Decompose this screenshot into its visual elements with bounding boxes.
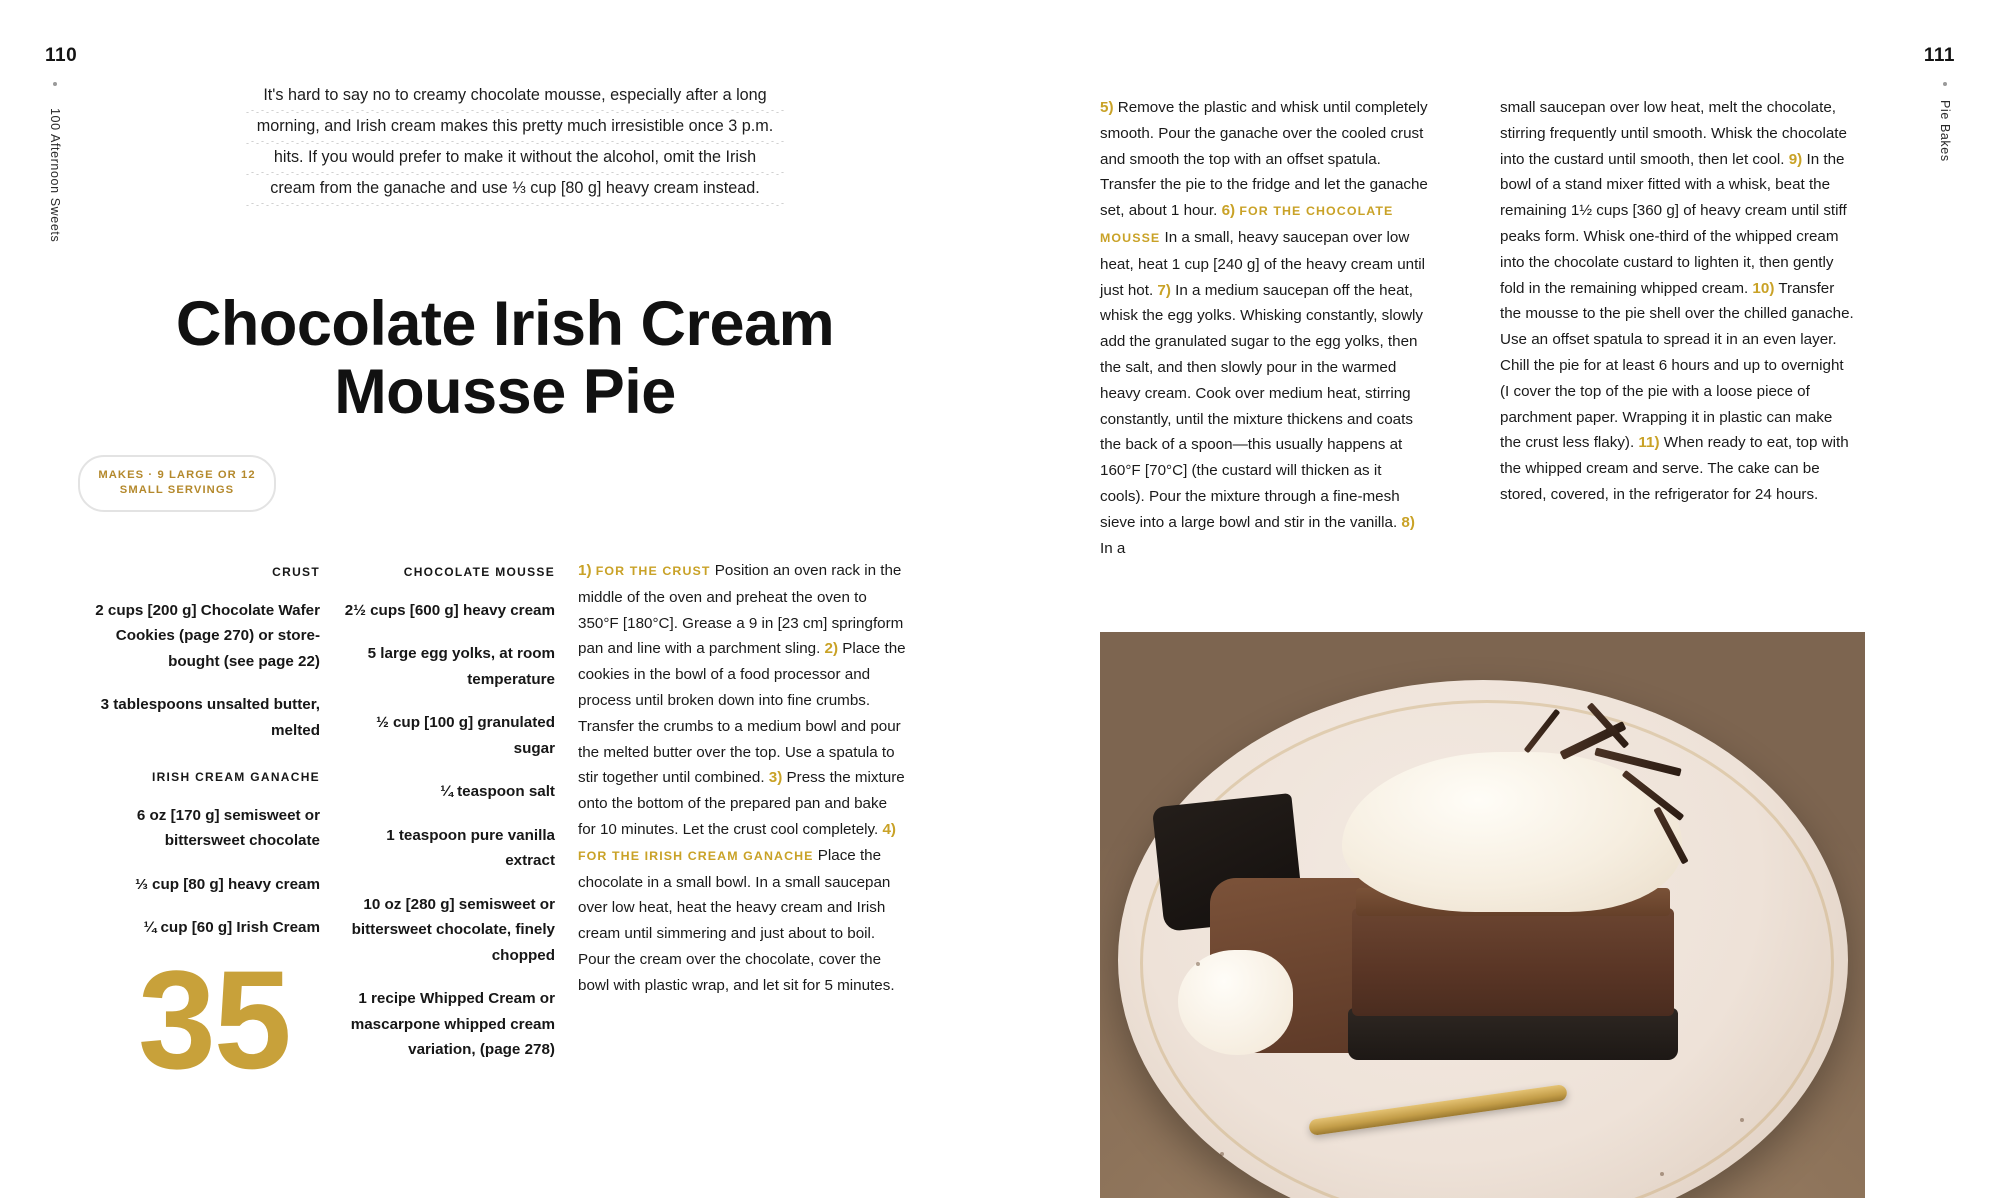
ingredient-item: 2½ cups [600 g] heavy cream	[344, 601, 555, 619]
step-number: 5)	[1100, 99, 1114, 116]
step-number: 11)	[1638, 434, 1660, 452]
ingredient-item: ⅓ cup [80 g] heavy cream	[135, 875, 320, 893]
running-head-left: 100 Afternoon Sweets	[48, 108, 62, 243]
step-number: 3)	[768, 769, 783, 787]
step-text: Position an oven rack in the middle of the oven and preheat the oven to 350°F [180°C]. Grease a 9 in [23 cm] springform pan and line with a parchment sling.	[578, 562, 904, 658]
yield-badge: MAKES · 9 LARGE OR 12 SMALL SERVINGS	[78, 455, 276, 512]
ingredient-item: 10 oz [280 g] semisweet or bittersweet chocolate, finely chopped	[351, 895, 555, 964]
ingredient-item: 1 recipe Whipped Cream or mascarpone whipped cream variation, (page 278)	[350, 990, 555, 1058]
page-number-right: 111	[1923, 45, 1955, 66]
ingredient-item: 6 oz [170 g] semisweet or bittersweet chocolate	[136, 806, 320, 849]
step-subheading: FOR THE IRISH CREAM GANACHE	[578, 848, 814, 863]
step-subheading: FOR THE CRUST	[595, 564, 711, 578]
step-text: In a small, heavy saucepan over low heat, heat 1 cup [240 g] of the heavy cream until just hot.	[1100, 228, 1426, 299]
step-number: 2)	[824, 640, 839, 658]
step-text: Place the cookies in the bowl of a food processor and process until broken down into fine crumbs. Transfer the crumbs to a medium bowl and pour the melted butter over the top. Use a spatula to stir together until combined.	[578, 640, 906, 787]
step-text: In the bowl of a stand mixer fitted with a whisk, beat the remaining 1½ cups [360 g] of heavy cream until stiff peaks form. Whisk one-third of the whipped cream into the chocolate custard to lighten it, then gently fold in the remaining whipped cream.	[1500, 150, 1847, 297]
step-text: In a	[1100, 539, 1126, 557]
step-text: Transfer the mousse to the pie shell over the chilled ganache. Use an offset spatula to spread it in an even layer. Chill the pie for at least 6 hours and up to overnight (I cover the top of the pie with a loose piece of parchment paper. Wrapping it in plastic can make the crust less flaky).	[1500, 279, 1854, 452]
ingredient-group-heading: CHOCOLATE MOUSSE	[403, 565, 555, 579]
ingredient-item: ½ cup [100 g] granulated sugar	[376, 714, 555, 757]
step-text: small saucepan over low heat, melt the chocolate, stirring frequently until smooth. Whisk the chocolate into the custard until smooth, then let cool.	[1500, 99, 1847, 168]
step-number: 8)	[1401, 513, 1415, 531]
intro-line: hits. If you would prefer to make it without the alcohol, omit the Irish	[245, 144, 785, 175]
step-number: 6)	[1221, 202, 1236, 220]
step-number: 1)	[578, 562, 592, 579]
ingredient-group-heading: IRISH CREAM GANACHE	[151, 770, 320, 784]
plate-speck	[1660, 1172, 1664, 1176]
pie-mousse	[1352, 908, 1674, 1016]
intro-line: morning, and Irish cream makes this pretty much irresistible once 3 p.m.	[245, 113, 785, 144]
intro-line: cream from the ganache and use ⅓ cup [80 g] heavy cream instead.	[245, 175, 785, 206]
step-text: Place the chocolate in a small bowl. In a small saucepan over low heat, heat the heavy cream and Irish cream until simmering and just about to boil. Pour the cream over the chocolate, cover the bowl with plastic wrap, and let sit for 5 minutes.	[578, 846, 895, 994]
step-number: 7)	[1157, 281, 1171, 299]
step-number: 10)	[1752, 279, 1775, 297]
step-number: 4)	[882, 820, 896, 838]
ingredients-column-2	[340, 560, 555, 1081]
method-column-left	[578, 558, 908, 999]
plate-speck	[1220, 1152, 1224, 1156]
method-column-right-1	[1100, 95, 1430, 561]
method-column-right-2	[1500, 95, 1855, 508]
recipe-intro	[245, 82, 785, 206]
ingredient-item: ¼ cup [60 g] Irish Cream	[143, 919, 320, 936]
plate-speck	[1196, 962, 1200, 966]
recipe-title: Chocolate Irish Cream Mousse Pie	[175, 289, 835, 427]
folio-dot-left-icon	[53, 82, 57, 86]
intro-line: It's hard to say no to creamy chocolate mousse, especially after a long	[245, 82, 785, 113]
ingredient-group-heading: CRUST	[272, 565, 320, 579]
folio-dot-right-icon	[1943, 82, 1947, 86]
ingredient-item: 1 teaspoon pure vanilla extract	[386, 826, 555, 869]
recipe-photo	[1100, 632, 1865, 1198]
ingredient-item: 5 large egg yolks, at room temperature	[367, 645, 555, 688]
step-text: Press the mixture onto the bottom of the prepared pan and bake for 10 minutes. Let the crust cool completely.	[578, 769, 905, 838]
step-number: 9)	[1788, 150, 1803, 168]
ingredient-item: ¼ teaspoon salt	[440, 783, 555, 800]
ingredient-item: 2 cups [200 g] Chocolate Wafer Cookies (page 270) or store-bought (see page 22)	[95, 601, 320, 670]
step-text: Remove the plastic and whisk until completely smooth. Pour the ganache over the cooled crust and smooth the top with an offset spatula. Transfer the pie to the fridge and let the ganache set, about 1 hour.	[1100, 99, 1428, 220]
whipped-cream-back	[1178, 950, 1293, 1055]
ingredients-column-1	[90, 560, 320, 959]
step-text: In a medium saucepan off the heat, whisk the egg yolks. Whisking constantly, slowly add the granulated sugar to the egg yolks, then the salt, and then slowly pour in the warmed heavy cream. Cook over medium heat, stirring constantly, until the mixture thickens and coats the back of a spoon—this usually happens at 160°F [70°C] (the custard will thicken as it cools). Pour the mixture through a fine-mesh sieve into a large bowl and stir in the vanilla.	[1100, 281, 1424, 531]
recipe-number: 35	[138, 941, 290, 1098]
plate-speck	[1740, 1118, 1744, 1122]
ingredient-item: 3 tablespoons unsalted butter, melted	[100, 696, 320, 739]
running-head-right: Pie Bakes	[1938, 100, 1952, 162]
page-number-left: 110	[45, 45, 78, 66]
pie-slice-primary	[1348, 740, 1678, 1070]
step-text: When ready to eat, top with the whipped cream and serve. The cake can be stored, covered, in the refrigerator for 24 hours.	[1500, 434, 1849, 503]
step-subheading: FOR THE CHOCOLATE MOUSSE	[1100, 204, 1394, 245]
